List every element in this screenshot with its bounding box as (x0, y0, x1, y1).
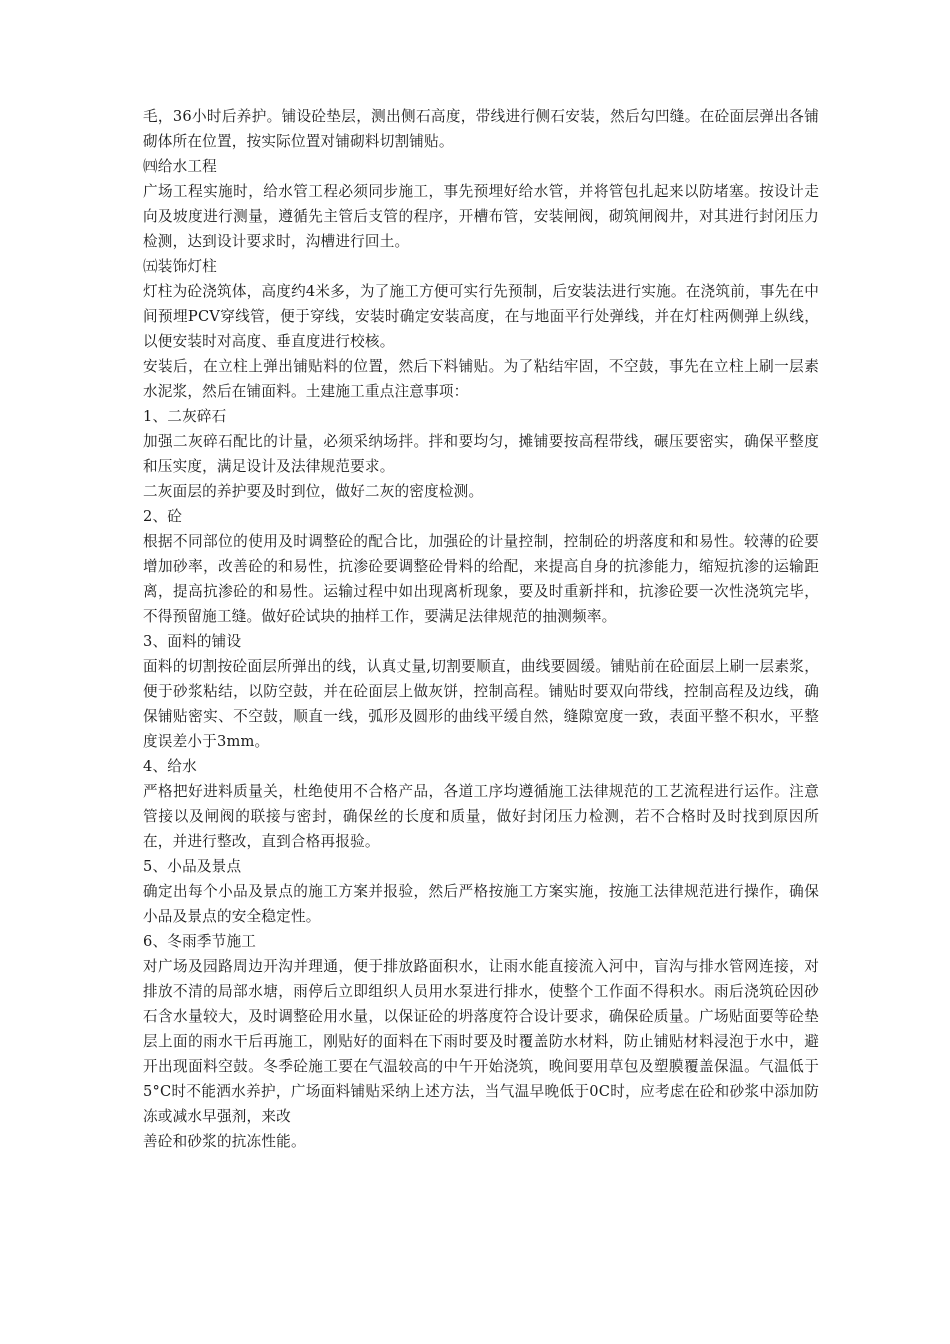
paragraph-lamp-post-casting: 灯柱为砼浇筑体，高度约4米多，为了施工方便可实行先预制，后安装法进行实施。在浇筑前，事先在中间预埋PCV穿线管，便于穿线，安装时确定安装高度，在与地面平行处弹线，并在灯柱两侧弹上纵线，以便安装时对高度、垂直度进行校核。 (143, 283, 819, 350)
document-body (143, 104, 819, 1154)
paragraph-facing-material-laying: 面料的切割按砼面层所弹出的线，认真丈量,切割要顺直，曲线要圆缓。铺贴前在砼面层上刷一层素浆，便于砂浆粘结，以防空鼓，并在砼面层上做灰饼，控制高程。铺贴时要双向带线，控制高程及边线，确保铺贴密实、不空鼓，顺直一线，弧形及圆形的曲线平缓自然，缝隙宽度一致，表面平整不积水，平整度误差小于3mm。 (143, 658, 819, 750)
paragraph-water-supply-works: 广场工程实施时，给水管工程必须同步施工，事先预埋好给水管，并将管包扎起来以防堵塞。按设计走向及坡度进行测量，遵循先主管后支管的程序，开槽布管，安装闸阀，砌筑闸阀井，对其进行封闭压力检测，达到设计要求时，沟槽进行回土。 (143, 183, 819, 250)
heading-lime-fly-ash-gravel: 1、二灰碎石 (143, 408, 227, 425)
heading-features-and-scenic-spots: 5、小品及景点 (143, 858, 242, 875)
paragraph-lime-fly-ash-curing: 二灰面层的养护要及时到位，做好二灰的密度检测。 (143, 483, 484, 500)
heading-water-supply-works: ㈣给水工程 (143, 158, 217, 175)
paragraph-antifreeze-performance: 善砼和砂浆的抗冻性能。 (143, 1133, 306, 1150)
heading-decorative-lamp-posts: ㈤装饰灯柱 (143, 258, 217, 275)
paragraph-water-supply: 严格把好进料质量关，杜绝使用不合格产品，各道工序均遵循施工法律规范的工艺流程进行运作。注意管接以及闸阀的联接与密封，确保丝的长度和质量，做好封闭压力检测，若不合格时及时找到原因所在，并进行整改，直到合格再报验。 (143, 783, 819, 850)
paragraph-lime-fly-ash-mixing: 加强二灰碎石配比的计量，必须采纳场拌。拌和要均匀，摊铺要按高程带线，碾压要密实，确保平整度和压实度，满足设计及法律规范要求。 (143, 433, 819, 475)
heading-concrete: 2、砼 (143, 508, 183, 525)
paragraph-winter-rainy-season: 对广场及园路周边开沟并理通，便于排放路面积水，让雨水能直接流入河中，盲沟与排水管网连接，对排放不清的局部水塘，雨停后立即组织人员用水泵进行排水，使整个工作面不得积水。雨后浇筑砼因砂石含水量较大，及时调整砼用水量，以保证砼的坍落度符合设计要求，确保砼质量。广场贴面要等砼垫层上面的雨水干后再施工，刚贴好的面料在下雨时要及时覆盖防水材料，防止铺贴材料浸泡于水中，避开出现面料空鼓。冬季砼施工要在气温较高的中午开始浇筑，晚间要用草包及塑膜覆盖保温。气温低于5°C时不能洒水养护，广场面料铺贴采纳上述方法，当气温早晚低于0C时，应考虑在砼和砂浆中添加防冻或减水早强剂，来改 (143, 958, 819, 1125)
heading-water-supply: 4、给水 (143, 758, 197, 775)
paragraph-concrete: 根据不同部位的使用及时调整砼的配合比，加强砼的计量控制，控制砼的坍落度和和易性。较薄的砼要增加砂率，改善砼的和易性，抗渗砼要调整砼骨料的给配，来提高自身的抗渗能力，缩短抗渗的运输距离，提高抗渗砼的和易性。运输过程中如出现离析现象，要及时重新拌和，抗渗砼要一次性浇筑完毕，不得预留施工缝。做好砼试块的抽样工作，要满足法律规范的抽测频率。 (143, 533, 819, 625)
paragraph-curing-and-paving: 毛，36小时后养护。铺设砼垫层，测出侧石高度，带线进行侧石安装，然后勾凹缝。在砼面层弹出各铺砌体所在位置，按实际位置对铺砌料切割铺贴。 (143, 108, 819, 150)
heading-winter-rainy-season: 6、冬雨季节施工 (143, 933, 257, 950)
heading-facing-material-laying: 3、面料的铺设 (143, 633, 242, 650)
paragraph-lamp-post-cladding: 安装后，在立柱上弹出铺贴料的位置，然后下料铺贴。为了粘结牢固，不空鼓，事先在立柱上刷一层素水泥浆，然后在铺面料。土建施工重点注意事项： (143, 358, 819, 400)
paragraph-features-and-scenic-spots: 确定出每个小品及景点的施工方案并报验，然后严格按施工方案实施，按施工法律规范进行操作，确保小品及景点的安全稳定性。 (143, 883, 819, 925)
